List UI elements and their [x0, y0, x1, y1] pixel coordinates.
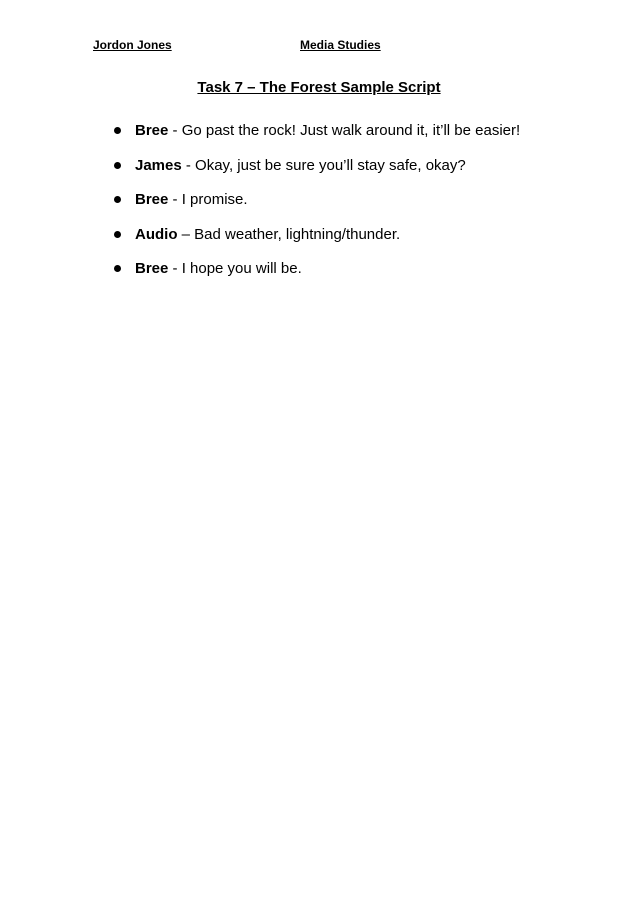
bullet-icon	[114, 265, 121, 272]
bullet-icon	[114, 127, 121, 134]
script-line	[114, 122, 594, 157]
bullet-icon	[114, 231, 121, 238]
script-line	[114, 260, 594, 295]
dialogue-text: - I hope you will be.	[168, 260, 302, 277]
speaker-name: Bree	[135, 122, 169, 139]
bullet-icon	[114, 162, 121, 169]
script-line-text	[135, 122, 520, 140]
script-line-text	[135, 226, 400, 244]
script-line	[114, 191, 594, 226]
bullet-icon	[114, 196, 121, 203]
dialogue-text: - Go past the rock! Just walk around it, it’ll be easier!	[168, 122, 521, 139]
script-line	[114, 226, 594, 261]
script-line	[114, 157, 594, 192]
dialogue-text: - Okay, just be sure you’ll stay safe, okay?	[181, 156, 466, 174]
page-title: Task 7 – The Forest Sample Script	[197, 79, 441, 96]
header-author: Jordon Jones	[93, 38, 172, 52]
dialogue-text: – Bad weather, lightning/thunder.	[177, 225, 401, 243]
script-line-text	[135, 191, 248, 209]
script-line-text	[135, 157, 466, 175]
script-list	[114, 122, 594, 295]
speaker-name: James	[135, 156, 182, 174]
speaker-name: Bree	[135, 191, 169, 208]
dialogue-text: - I promise.	[168, 191, 248, 208]
script-line-text	[135, 260, 302, 278]
speaker-name: Bree	[135, 260, 169, 277]
speaker-name: Audio	[135, 225, 178, 243]
header-subject: Media Studies	[300, 38, 381, 52]
